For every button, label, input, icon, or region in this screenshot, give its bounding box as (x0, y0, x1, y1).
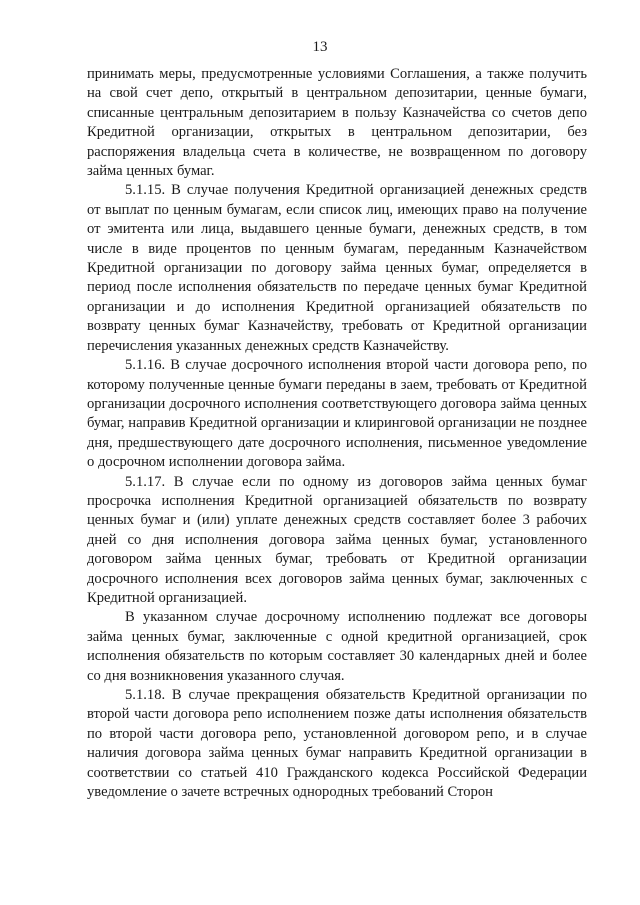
clause-5-1-17: 5.1.17. В случае если по одному из договоров займа ценных бумаг просрочка исполнения Кредитной организацией обязательств по возврату ценных бумаг и (или) уплате денежных средств составляет более 3 рабочих дней со дня исполнения договора займа ценных бумаг, установленного договором займа ценных бумаг, требовать от Кредитной организации досрочного исполнения всех договоров займа ценных бумаг, заключенных с Кредитной организацией. (87, 473, 587, 606)
paragraph-continuation: принимать меры, предусмотренные условиями Соглашения, а также получить на свой счет депо, открытый в центральном депозитарии, ценные бумаги, списанные центральным депозитарием в пользу Казначейства со счетов депо Кредитной организации, открытых в центральном депозитарии, без распоряжения владельца счета в количестве, не возвращенном по договору займа ценных бумаг. (87, 66, 587, 180)
clause-5-1-16: 5.1.16. В случае досрочного исполнения второй части договора репо, по которому полученные ценные бумаги переданы в заем, требовать от Кредитной организации досрочного исполнения соответствующего договора займа ценных бумаг, направив Кредитной организации и клиринговой организации не позднее дня, предшествующего дате досрочного исполнения, письменное уведомление о досрочном исполнении договора займа. (87, 357, 587, 471)
clause-5-1-18: 5.1.18. В случае прекращения обязательств Кредитной организации по второй части договора репо исполнением позже даты исполнения обязательств по второй части договора репо, установленной договором репо, и в случае наличия договора займа ценных бумаг направить Кредитной организации в соответствии со статьей 410 Гражданского кодекса Российской Федерации уведомление о зачете встречных однородных требований Сторон (87, 687, 587, 801)
clause-5-1-15: 5.1.15. В случае получения Кредитной организацией денежных средств от выплат по ценным бумагам, если список лиц, имеющих право на получение от эмитента или лица, выдавшего ценные бумаги, денежных средств, в том числе в виде процентов по ценным бумагам, переданным Казначейством Кредитной организации по договору займа ценных бумаг, определяется в период после исполнения обязательств по передаче ценных бумаг Кредитной организации и до исполнения Кредитной организацией обязательств по возврату ценных бумаг Казначейству, требовать от Кредитной организации перечисления указанных денежных средств Казначейству. (87, 182, 587, 354)
clause-5-1-17-note: В указанном случае досрочному исполнению подлежат все договоры займа ценных бумаг, заключенные с одной кредитной организацией, срок исполнения обязательств по которым составляет 30 календарных дней и более со дня возникновения указанного случая. (87, 609, 587, 684)
page-number: 13 (312, 39, 328, 55)
document-body (87, 65, 587, 802)
